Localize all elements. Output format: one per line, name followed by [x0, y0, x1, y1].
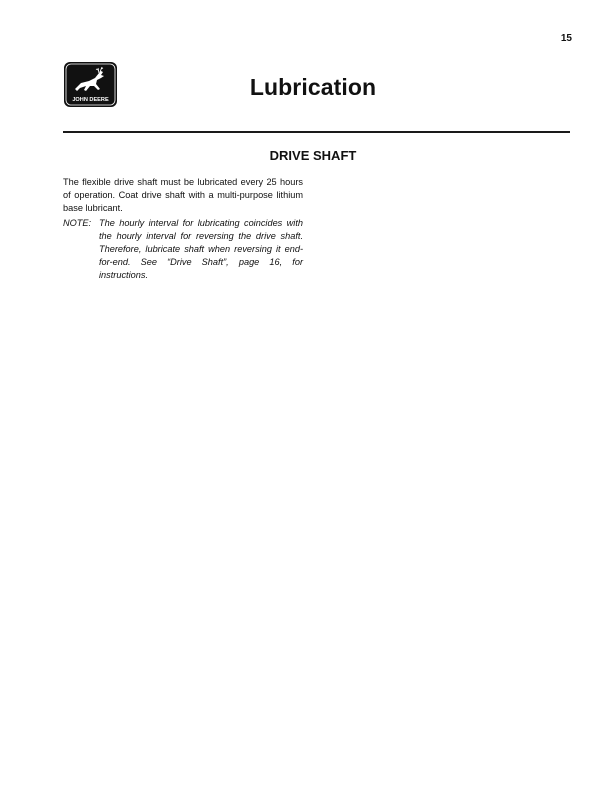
section-heading: DRIVE SHAFT — [269, 148, 357, 163]
page-title: Lubrication — [249, 74, 377, 100]
john-deere-logo — [63, 61, 118, 108]
note-label: NOTE: — [63, 218, 92, 228]
header-divider — [63, 131, 570, 133]
note-text: The hourly interval for lubricating coincides with the hourly interval for reversing the drive shaft. Therefore, lubricate shaft when reversing it end-for-end. See “Drive Shaft”, page 16, for instructions. — [99, 218, 303, 280]
section-body-text: The flexible drive shaft must be lubricated every 25 hours of operation. Coat drive shaft with a multi-purpose lithium base lubricant. — [63, 177, 303, 213]
deer-logo-icon — [63, 61, 118, 108]
logo-text: JOHN DEERE — [72, 97, 109, 103]
page-number: 15 — [560, 33, 572, 44]
note-block — [63, 217, 303, 282]
